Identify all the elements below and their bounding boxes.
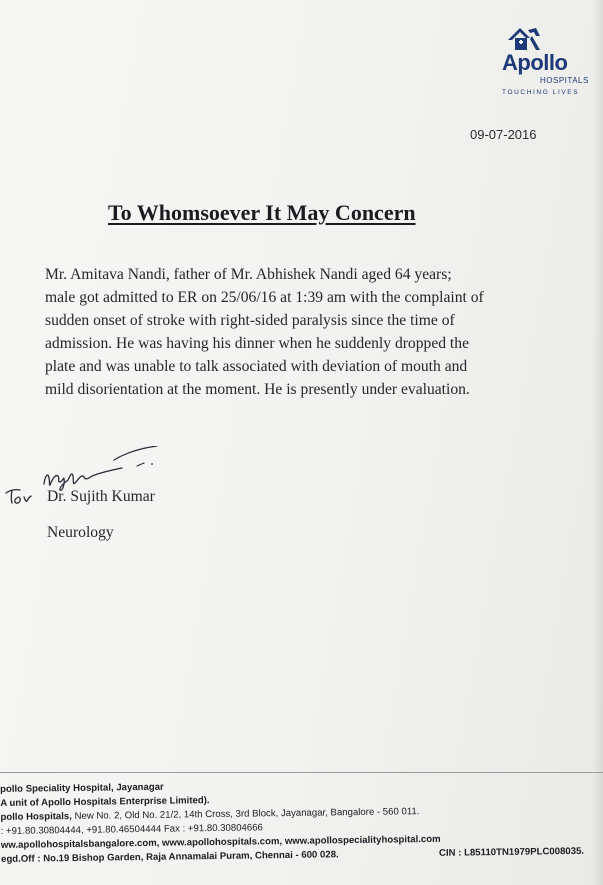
letter-footer <box>0 775 603 865</box>
department: Neurology <box>47 524 114 541</box>
footer-regd-label: egd.Off : <box>0 853 41 865</box>
footer-hospital-name: pollo Speciality Hospital, Jayanagar <box>0 781 164 795</box>
footer-unit: A unit of Apollo Hospitals Enterprise Limited). <box>0 795 210 809</box>
body-line: sudden onset of stroke with right-sided paralysis since the time of <box>45 312 455 329</box>
body-line: male got admitted to ER on 25/06/16 at 1:39 am with the complaint of <box>45 289 484 306</box>
body-line: plate and was unable to talk associated with deviation of mouth and <box>45 358 468 375</box>
letter-date: 09-07-2016 <box>470 127 537 142</box>
body-line: mild disorientation at the moment. He is presently under evaluation. <box>45 381 470 398</box>
footer-phone: : +91.80.30804444, +91.80.46504444 Fax : +91.80.30804666 <box>0 822 263 837</box>
logo-tagline: TOUCHING LIVES <box>502 89 580 96</box>
body-line: Mr. Amitava Nandi, father of Mr. Abhishek Nandi aged 64 years; <box>45 266 452 283</box>
handwritten-signature <box>2 446 172 518</box>
logo-subtitle: HOSPITALS <box>540 76 589 85</box>
letter-title: To Whomsoever It May Concern <box>108 200 416 225</box>
footer-address-label: pollo Hospitals, <box>0 810 72 823</box>
doctor-name: Dr. Sujith Kumar <box>47 488 155 505</box>
footer-websites: ww.apollohospitalsbangalore.com, www.apollohospitals.com, www.apollospecialityhospital.com <box>0 833 441 851</box>
logo-brand: Apollo <box>502 50 568 75</box>
footer-cin: CIN : L85110TN1979PLC008035. <box>438 845 585 859</box>
body-line: admission. He was having his dinner when he suddenly dropped the <box>45 335 469 352</box>
apollo-logo <box>498 26 594 100</box>
footer-address: New No. 2, Old No. 21/2, 14th Cross, 3rd Block, Jayanagar, Bangalore - 560 011. <box>74 806 420 822</box>
paper-edge-shadow <box>593 0 603 885</box>
letter-body <box>45 263 585 401</box>
footer-divider <box>0 772 603 773</box>
footer-regd-address: No.19 Bishop Garden, Raja Annamalai Puram, Chennai - 600 028. <box>43 849 339 865</box>
